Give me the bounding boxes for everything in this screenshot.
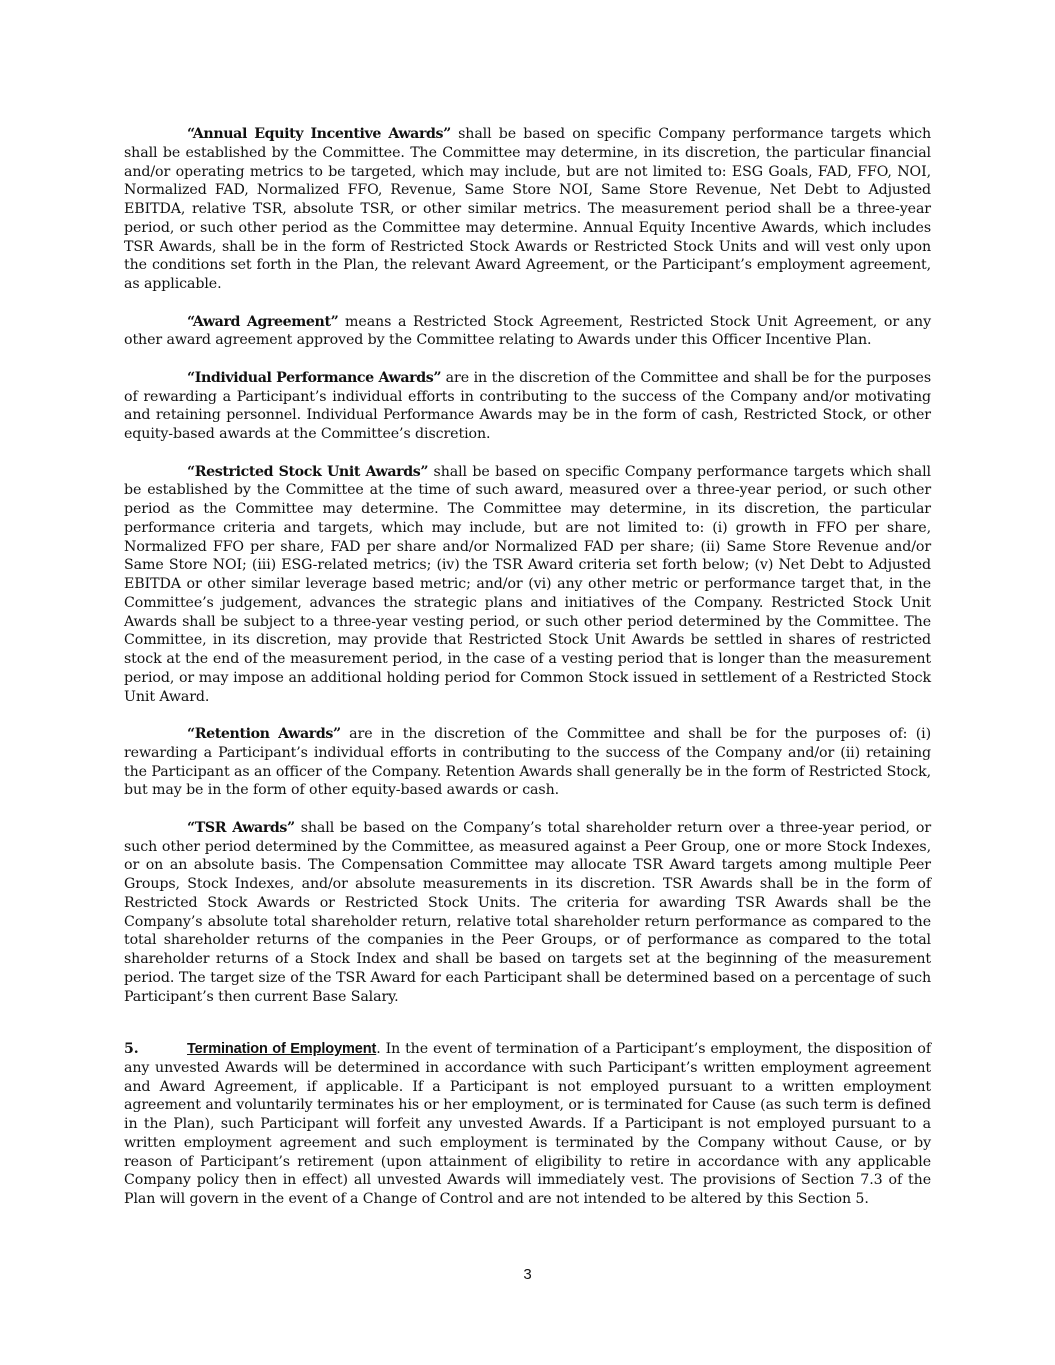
defined-term: “Restricted Stock Unit Awards” xyxy=(187,463,429,480)
definition-retention-awards xyxy=(124,725,931,800)
defined-term: “Retention Awards” xyxy=(187,726,341,742)
page-number: 3 xyxy=(523,1266,532,1283)
document-page xyxy=(124,125,931,1025)
section-termination-of-employment xyxy=(124,1040,931,1209)
definition-text: are in the discretion of the Committee and shall be for the purposes of rewarding a Participant’s individual efforts in contributing to the success of the Company and/or motivating and retaining personnel. Individual Performance Awards may be in the form of cash, Restricted Stock, or other equity-based awards at the Committee’s discretion. xyxy=(124,369,931,442)
definition-text: shall be based on specific Company performance targets which shall be established by the Committee at the time of such award, measured over a three-year period, or such other period as the Committee may determine. The Committee may determine, in its discretion, the particular performance criteria and targets, which may include, but are not limited to: (i) growth in FFO per share, Normalized FFO per share, FAD per share and/or Normalized FAD per share; (ii) Same Store Revenue and/or Same Store NOI; (iii) ESG-related metrics; (iv) the TSR Award criteria set forth below; (v) Net Debt to Adjusted EBITDA or other similar leverage based metric; and/or (vi) any other metric or performance target that, in the Committee’s judgement, advances the strategic plans and initiatives of the Company. Restricted Stock Unit Awards shall be subject to a three-year vesting period, or such other period determined by the Committee. The Committee, in its discretion, may provide that Restricted Stock Unit Awards be settled in shares of restricted stock at the end of the measurement period, in the case of a vesting period that is longer than the measurement period, or may impose an additional holding period for Common Stock issued in settlement of a Restricted Stock Unit Award. xyxy=(124,463,931,705)
definition-text: shall be based on specific Company performance targets which shall be established by the Committee. The Committee may determine, in its discretion, the particular financial and/or operating metrics to be targeted, which may include, but are not limited to: ESG Goals, FAD, FFO, NOI, Normalized FAD, Normalized FFO, Revenue, Same Store NOI, Same Store Revenue, Net Debt to Adjusted EBITDA, relative TSR, absolute TSR, or other similar metrics. The measurement period shall be a three-year period, or such other period as the Committee may determine. Annual Equity Incentive Awards, which includes TSR Awards, shall be in the form of Restricted Stock Awards or Restricted Stock Units and will vest only upon the conditions set forth in the Plan, the relevant Award Agreement, or the Participant’s employment agreement, as applicable. xyxy=(124,126,931,292)
defined-term: “Individual Performance Awards” xyxy=(187,369,442,386)
definition-text: means a Restricted Stock Agreement, Restricted Stock Unit Agreement, or any other award agreement approved by the Committee relating to Awards under this Officer Incentive Plan. xyxy=(124,313,931,349)
defined-term: “TSR Awards” xyxy=(187,819,295,836)
section-number: 5. xyxy=(124,1041,139,1057)
definition-text: shall be based on the Company’s total shareholder return over a three-year period, or such other period determined by the Committee, as measured against a Peer Group, one or more Stock Indexes, or on an absolute basis. The Compensation Committee may allocate TSR Award targets among multiple Peer Groups, Stock Indexes, and/or absolute measurements in its discretion. TSR Awards shall be in the form of Restricted Stock Awards or Restricted Stock Units. The criteria for awarding TSR Awards shall be the Company’s absolute total shareholder return, relative total shareholder return performance as compared to the total shareholder returns of the companies in the Peer Groups, or of performance as compared to the total shareholder returns of a Stock Index and shall be based on targets set at the beginning of the measurement period. The target size of the TSR Award for each Participant shall be determined based on a percentage of such Participant’s then current Base Salary. xyxy=(124,819,931,1005)
definition-tsr-awards xyxy=(124,819,931,1007)
section-text: . In the event of termination of a Participant’s employment, the disposition of any unvested Awards will be determined in accordance with such Participant’s written employment agreement and Award Agreement, if applicable. If a Participant is not employed pursuant to a written employment agreement and voluntarily terminates his or her employment, or is terminated for Cause (as such term is defined in the Plan), such Participant will forfeit any unvested Awards. If a Participant is not employed pursuant to a written employment agreement and such employment is terminated by the Company without Cause, or by reason of Participant’s retirement (upon attainment of eligibility to retire in accordance with any applicable Company policy then in effect) all unvested Awards will immediately vest. The provisions of Section 7.3 of the Plan will govern in the event of a Change of Control and are not intended to be altered by this Section 5. xyxy=(124,1041,931,1207)
defined-term: “Award Agreement” xyxy=(187,313,339,330)
definition-individual-performance-awards xyxy=(124,369,931,444)
definition-text: are in the discretion of the Committee and shall be for the purposes of: (i) rewarding a Participant’s individual efforts in contributing to the success of the Company and/or (ii) retaining the Participant as an officer of the Company. Retention Awards shall generally be in the form of Restricted Stock, but may be in the form of other equity-based awards or cash. xyxy=(124,726,932,799)
definition-award-agreement xyxy=(124,313,931,351)
section-heading: Termination of Employment xyxy=(187,1041,377,1057)
definition-restricted-stock-unit-awards xyxy=(124,463,931,707)
definition-annual-equity-incentive-awards xyxy=(124,125,931,294)
defined-term: “Annual Equity Incentive Awards” xyxy=(187,126,451,142)
